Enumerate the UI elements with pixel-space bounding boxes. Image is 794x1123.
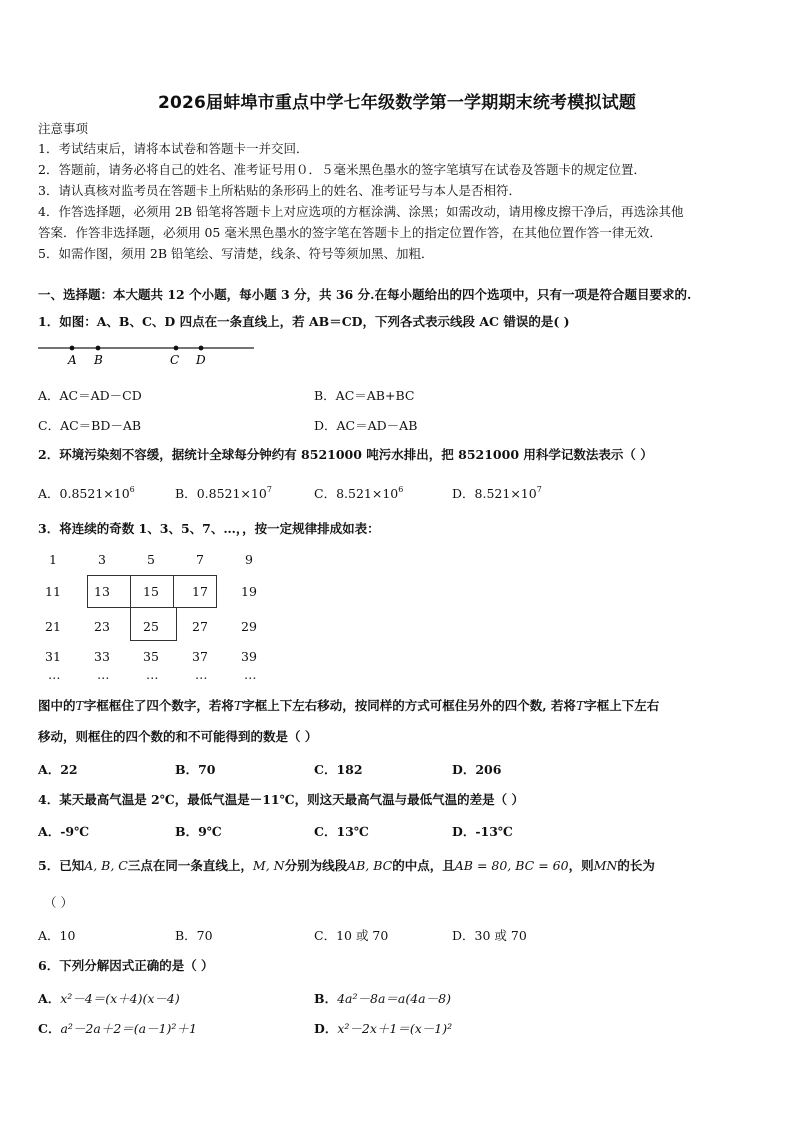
ellipsis: …: [146, 667, 159, 682]
grid-cell: 25: [143, 619, 159, 634]
option-d[interactable]: D．AC＝AD－AB: [314, 418, 418, 433]
option-b[interactable]: [314, 989, 451, 1007]
notice-item: 2．答题前，请务必将自己的姓名、准考证号用０．５毫米黑色墨水的签字笔填写在试卷及答题卡的规定位置．: [38, 162, 646, 177]
point-label: B: [94, 353, 103, 367]
exponent: 6: [129, 485, 135, 494]
grid-cell: 3: [98, 552, 106, 567]
question-4-stem: 4．某天最高气温是 2℃，最低气温是－11℃，则这天最高气温与最低气温的差是（ ）: [38, 792, 524, 807]
option-a[interactable]: [38, 989, 180, 1007]
option-label: D．: [452, 486, 475, 501]
notice-item: 1．考试结束后，请将本试卷和答题卡一并交回．: [38, 141, 309, 156]
option-d[interactable]: D．30 或 70: [452, 928, 527, 943]
text: 三点在同一条直线上，: [127, 858, 253, 873]
text: 分别为线段: [284, 858, 348, 873]
notice-item: 3．请认真核对监考员在答题卡上所粘贴的条形码上的姓名、准考证号与本人是否相符．: [38, 183, 521, 198]
exponent: 6: [398, 485, 404, 494]
option-expression: 4a²－8a＝a(4a－8): [337, 991, 451, 1006]
grid-cell: 9: [245, 552, 253, 567]
option-b[interactable]: B．70: [175, 928, 213, 943]
option-a[interactable]: A．-9℃: [38, 824, 90, 839]
point-label: D: [196, 353, 206, 367]
point-label: A: [68, 353, 77, 367]
option-a[interactable]: [38, 484, 135, 502]
option-b[interactable]: [175, 484, 272, 502]
option-c[interactable]: [314, 484, 403, 502]
grid-cell: 23: [94, 619, 110, 634]
t-frame-middle-cell: [130, 575, 174, 608]
grid-cell: 17: [192, 584, 208, 599]
text: 图中的: [38, 698, 76, 713]
grid-cell: 1: [49, 552, 57, 567]
grid-cell: 11: [45, 584, 61, 599]
text: 5．已知: [38, 858, 85, 873]
grid-cell: 7: [196, 552, 204, 567]
grid-cell: 35: [143, 649, 159, 664]
question-3-text-2: 移动，则框住的四个数的和不可能得到的数是（ ）: [38, 729, 318, 744]
option-label: D．: [314, 1021, 338, 1036]
exponent: 7: [266, 485, 272, 494]
option-d[interactable]: D．-13℃: [452, 824, 513, 839]
question-6-stem: 6．下列分解因式正确的是（ ）: [38, 958, 214, 973]
grid-cell: 33: [94, 649, 110, 664]
math: M, N: [252, 858, 285, 873]
option-value: 0.8521×10: [196, 486, 267, 501]
option-label: A．: [38, 486, 60, 501]
text: 字框上下左右移动，按同样的方式可框住另外的四个数, 若将: [242, 698, 576, 713]
option-c[interactable]: [38, 1019, 197, 1037]
page-title: 2026届蚌埠市重点中学七年级数学第一学期期末统考模拟试题: [157, 93, 637, 113]
option-expression: x²－4＝(x＋4)(x－4): [60, 991, 180, 1006]
grid-cell: 39: [241, 649, 257, 664]
option-a[interactable]: A．AC＝AD－CD: [38, 388, 142, 403]
question-5-stem: [38, 857, 655, 875]
grid-cell: 27: [192, 619, 208, 634]
option-b[interactable]: B．AC＝AB+BC: [314, 388, 415, 403]
option-c[interactable]: C．182: [314, 762, 363, 777]
grid-cell: 31: [45, 649, 61, 664]
math: AB = 80, BC = 60: [454, 858, 569, 873]
option-d[interactable]: D．206: [452, 762, 502, 777]
text: 字框上下左右: [584, 698, 660, 713]
t-frame-stem: [130, 607, 177, 641]
ellipsis: …: [48, 667, 61, 682]
option-label: B．: [175, 486, 197, 501]
notice-item: 4．作答选择题，必须用 2B 铅笔将答题卡上对应选项的方框涂满、涂黑；如需改动，请用橡皮擦干净后，再选涂其他: [38, 204, 684, 219]
section-heading: 一、选择题：本大题共 12 个小题，每小题 3 分，共 36 分.在每小题给出的四个选项中，只有一项是符合题目要求的.: [38, 287, 692, 302]
option-value: 8.521×10: [336, 486, 399, 501]
option-d[interactable]: [452, 484, 542, 502]
text: 字框框住了四个数字，若将: [83, 698, 234, 713]
option-value: 8.521×10: [474, 486, 537, 501]
answer-paren: （ ）: [44, 895, 73, 910]
math: MN: [593, 858, 618, 873]
grid-cell: 29: [241, 619, 257, 634]
option-c[interactable]: C．AC＝BD－AB: [38, 418, 142, 433]
notice-heading: 注意事项: [38, 121, 89, 136]
grid-cell: 15: [143, 584, 159, 599]
grid-cell: 21: [45, 619, 61, 634]
option-b[interactable]: B．70: [175, 762, 216, 777]
question-3-text: [38, 697, 659, 715]
notice-item: 答案．作答非选择题，必须用 05 毫米黑色墨水的签字笔在答题卡上的指定位置作答，在其他位置作答一律无效．: [38, 225, 662, 240]
text: 的长为: [617, 858, 655, 873]
grid-cell: 19: [241, 584, 257, 599]
line-segment-figure: [38, 340, 258, 370]
grid-cell: 13: [94, 584, 110, 599]
text: 的中点，且: [392, 858, 455, 873]
question-3-stem: 3．将连续的奇数 1、3、5、7、…，，按一定规律排成如表：: [38, 521, 380, 536]
ellipsis: …: [195, 667, 208, 682]
option-label: B．: [314, 991, 338, 1006]
text: ，则: [568, 858, 594, 873]
option-a[interactable]: A．10: [38, 928, 76, 943]
option-label: A．: [38, 991, 61, 1006]
notice-item: 5．如需作图，须用 2B 铅笔绘、写清楚，线条、符号等须加黑、加粗．: [38, 246, 434, 261]
math: AB, BC: [347, 858, 393, 873]
option-d[interactable]: [314, 1019, 452, 1037]
option-label: C．: [38, 1021, 61, 1036]
t-letter: T: [75, 698, 84, 713]
option-label: C．: [314, 486, 337, 501]
question-2-stem: 2．环境污染刻不容缓，据统计全球每分钟约有 8521000 吨污水排出，把 8521000 用科学记数法表示（ ）: [38, 447, 653, 462]
math: A, B, C: [84, 858, 128, 873]
grid-cell: 5: [147, 552, 155, 567]
option-value: 0.8521×10: [59, 486, 130, 501]
option-expression: x²－2x＋1＝(x－1)²: [337, 1021, 453, 1036]
option-a[interactable]: A．22: [38, 762, 78, 777]
option-b[interactable]: B．9℃: [175, 824, 222, 839]
t-letter: T: [575, 698, 585, 713]
option-expression: a²－2a＋2＝(a－1)²＋1: [60, 1021, 197, 1036]
t-letter: T: [233, 698, 243, 713]
point-label: C: [170, 353, 180, 367]
ellipsis: …: [244, 667, 257, 682]
exponent: 7: [536, 485, 542, 494]
option-c[interactable]: C．10 或 70: [314, 928, 389, 943]
question-1-stem: 1．如图：A、B、C、D 四点在一条直线上，若 AB＝CD，下列各式表示线段 AC 错误的是( ): [38, 314, 570, 329]
grid-cell: 37: [192, 649, 208, 664]
option-c[interactable]: C．13℃: [314, 824, 369, 839]
ellipsis: …: [97, 667, 110, 682]
